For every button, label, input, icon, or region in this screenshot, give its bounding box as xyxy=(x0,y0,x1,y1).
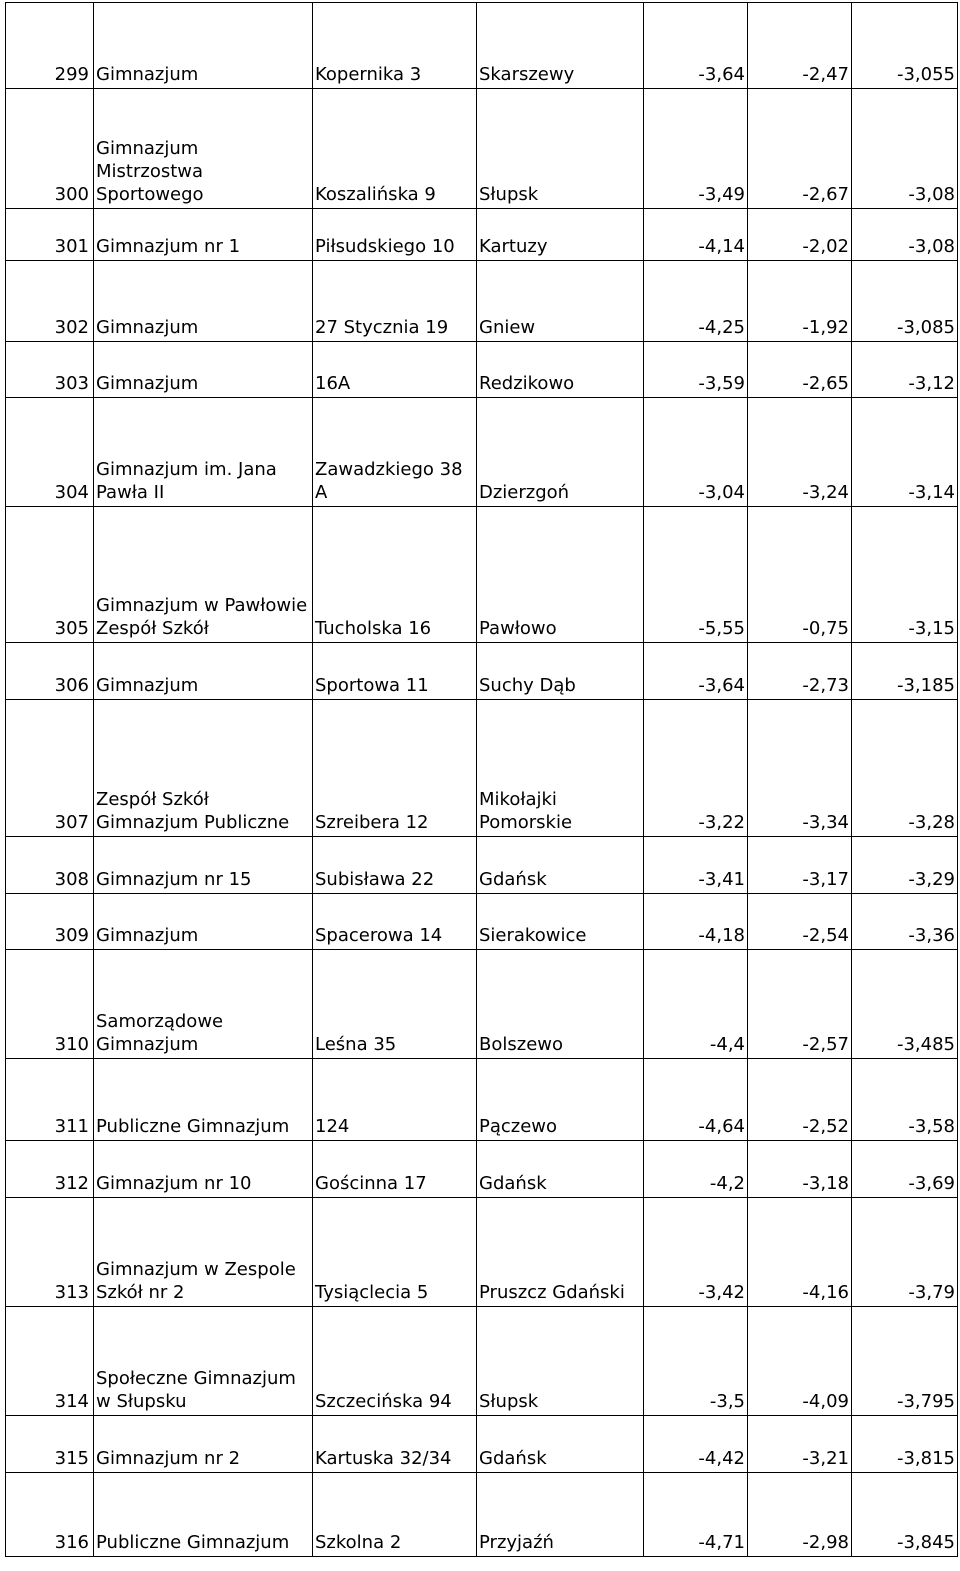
city-cell: Gdańsk xyxy=(477,837,644,894)
school-name-cell: Zespół Szkół Gimnazjum Publiczne xyxy=(94,700,313,837)
city-cell: Pruszcz Gdański xyxy=(477,1198,644,1307)
score-1-cell: -3,42 xyxy=(644,1198,748,1307)
score-1-cell: -3,04 xyxy=(644,398,748,507)
score-2-cell: -3,24 xyxy=(748,398,852,507)
score-average-cell: -3,12 xyxy=(852,342,958,398)
score-average-cell: -3,815 xyxy=(852,1416,958,1473)
score-average-cell: -3,69 xyxy=(852,1141,958,1198)
score-2-cell: -2,47 xyxy=(748,3,852,89)
score-average-cell: -3,485 xyxy=(852,950,958,1059)
city-cell: Skarszewy xyxy=(477,3,644,89)
city-cell: Sierakowice xyxy=(477,894,644,950)
school-results-table xyxy=(5,2,958,1557)
school-name-cell: Gimnazjum w Zespole Szkół nr 2 xyxy=(94,1198,313,1307)
street-address-cell: Kartuska 32/34 xyxy=(313,1416,477,1473)
city-cell: Mikołajki Pomorskie xyxy=(477,700,644,837)
score-1-cell: -3,64 xyxy=(644,3,748,89)
row-number-cell: 314 xyxy=(6,1307,94,1416)
row-number-cell: 302 xyxy=(6,261,94,342)
score-1-cell: -4,14 xyxy=(644,209,748,261)
score-1-cell: -5,55 xyxy=(644,507,748,643)
street-address-cell: Tucholska 16 xyxy=(313,507,477,643)
school-name-cell: Samorządowe Gimnazjum xyxy=(94,950,313,1059)
street-address-cell: Subisława 22 xyxy=(313,837,477,894)
city-cell: Gdańsk xyxy=(477,1416,644,1473)
street-address-cell: Sportowa 11 xyxy=(313,643,477,700)
row-number-cell: 311 xyxy=(6,1059,94,1141)
street-address-cell: Szreibera 12 xyxy=(313,700,477,837)
row-number-cell: 299 xyxy=(6,3,94,89)
row-number-cell: 307 xyxy=(6,700,94,837)
score-2-cell: -3,18 xyxy=(748,1141,852,1198)
score-2-cell: -2,57 xyxy=(748,950,852,1059)
score-average-cell: -3,28 xyxy=(852,700,958,837)
table-row xyxy=(6,643,958,700)
street-address-cell: 124 xyxy=(313,1059,477,1141)
table-row xyxy=(6,261,958,342)
score-average-cell: -3,79 xyxy=(852,1198,958,1307)
row-number-cell: 315 xyxy=(6,1416,94,1473)
score-average-cell: -3,08 xyxy=(852,209,958,261)
score-average-cell: -3,055 xyxy=(852,3,958,89)
city-cell: Gdańsk xyxy=(477,1141,644,1198)
school-name-cell: Gimnazjum nr 10 xyxy=(94,1141,313,1198)
score-2-cell: -2,02 xyxy=(748,209,852,261)
row-number-cell: 306 xyxy=(6,643,94,700)
score-2-cell: -0,75 xyxy=(748,507,852,643)
city-cell: Przyjaźń xyxy=(477,1473,644,1557)
school-name-cell: Gimnazjum im. Jana Pawła II xyxy=(94,398,313,507)
table-row xyxy=(6,89,958,209)
row-number-cell: 310 xyxy=(6,950,94,1059)
score-1-cell: -3,22 xyxy=(644,700,748,837)
row-number-cell: 309 xyxy=(6,894,94,950)
table-row xyxy=(6,1141,958,1198)
street-address-cell: Kopernika 3 xyxy=(313,3,477,89)
score-2-cell: -2,73 xyxy=(748,643,852,700)
city-cell: Suchy Dąb xyxy=(477,643,644,700)
score-1-cell: -4,25 xyxy=(644,261,748,342)
score-2-cell: -4,09 xyxy=(748,1307,852,1416)
street-address-cell: Leśna 35 xyxy=(313,950,477,1059)
table-row xyxy=(6,1059,958,1141)
street-address-cell: Spacerowa 14 xyxy=(313,894,477,950)
street-address-cell: Piłsudskiego 10 xyxy=(313,209,477,261)
table-row xyxy=(6,3,958,89)
city-cell: Słupsk xyxy=(477,89,644,209)
score-average-cell: -3,29 xyxy=(852,837,958,894)
score-average-cell: -3,36 xyxy=(852,894,958,950)
score-2-cell: -2,67 xyxy=(748,89,852,209)
score-2-cell: -2,65 xyxy=(748,342,852,398)
row-number-cell: 308 xyxy=(6,837,94,894)
row-number-cell: 316 xyxy=(6,1473,94,1557)
street-address-cell: 27 Stycznia 19 xyxy=(313,261,477,342)
row-number-cell: 312 xyxy=(6,1141,94,1198)
row-number-cell: 313 xyxy=(6,1198,94,1307)
school-name-cell: Gimnazjum xyxy=(94,643,313,700)
city-cell: Pączewo xyxy=(477,1059,644,1141)
score-1-cell: -3,41 xyxy=(644,837,748,894)
score-average-cell: -3,845 xyxy=(852,1473,958,1557)
table-row xyxy=(6,1307,958,1416)
table-row xyxy=(6,1198,958,1307)
table-row xyxy=(6,1473,958,1557)
score-average-cell: -3,15 xyxy=(852,507,958,643)
school-name-cell: Publiczne Gimnazjum xyxy=(94,1059,313,1141)
score-average-cell: -3,085 xyxy=(852,261,958,342)
row-number-cell: 303 xyxy=(6,342,94,398)
city-cell: Dzierzgoń xyxy=(477,398,644,507)
city-cell: Redzikowo xyxy=(477,342,644,398)
score-2-cell: -1,92 xyxy=(748,261,852,342)
table-row xyxy=(6,950,958,1059)
row-number-cell: 300 xyxy=(6,89,94,209)
city-cell: Słupsk xyxy=(477,1307,644,1416)
table-row xyxy=(6,398,958,507)
city-cell: Pawłowo xyxy=(477,507,644,643)
score-average-cell: -3,185 xyxy=(852,643,958,700)
score-1-cell: -4,4 xyxy=(644,950,748,1059)
score-average-cell: -3,14 xyxy=(852,398,958,507)
score-2-cell: -2,54 xyxy=(748,894,852,950)
school-name-cell: Gimnazjum Mistrzostwa Sportowego xyxy=(94,89,313,209)
score-1-cell: -4,2 xyxy=(644,1141,748,1198)
table-row xyxy=(6,342,958,398)
table-row xyxy=(6,837,958,894)
score-2-cell: -2,98 xyxy=(748,1473,852,1557)
score-average-cell: -3,58 xyxy=(852,1059,958,1141)
street-address-cell: Szkolna 2 xyxy=(313,1473,477,1557)
table-row xyxy=(6,1416,958,1473)
school-name-cell: Gimnazjum xyxy=(94,261,313,342)
table-row xyxy=(6,894,958,950)
score-1-cell: -4,18 xyxy=(644,894,748,950)
school-name-cell: Gimnazjum xyxy=(94,342,313,398)
school-name-cell: Publiczne Gimnazjum xyxy=(94,1473,313,1557)
score-1-cell: -4,71 xyxy=(644,1473,748,1557)
school-name-cell: Gimnazjum nr 15 xyxy=(94,837,313,894)
score-1-cell: -4,64 xyxy=(644,1059,748,1141)
row-number-cell: 305 xyxy=(6,507,94,643)
city-cell: Gniew xyxy=(477,261,644,342)
school-name-cell: Gimnazjum nr 1 xyxy=(94,209,313,261)
table-body xyxy=(6,3,958,1557)
score-1-cell: -3,5 xyxy=(644,1307,748,1416)
row-number-cell: 301 xyxy=(6,209,94,261)
city-cell: Kartuzy xyxy=(477,209,644,261)
row-number-cell: 304 xyxy=(6,398,94,507)
city-cell: Bolszewo xyxy=(477,950,644,1059)
table-row xyxy=(6,507,958,643)
school-name-cell: Gimnazjum xyxy=(94,894,313,950)
street-address-cell: 16A xyxy=(313,342,477,398)
table-row xyxy=(6,209,958,261)
street-address-cell: Koszalińska 9 xyxy=(313,89,477,209)
score-2-cell: -3,21 xyxy=(748,1416,852,1473)
street-address-cell: Tysiąclecia 5 xyxy=(313,1198,477,1307)
school-name-cell: Społeczne Gimnazjum w Słupsku xyxy=(94,1307,313,1416)
score-1-cell: -4,42 xyxy=(644,1416,748,1473)
score-average-cell: -3,08 xyxy=(852,89,958,209)
score-2-cell: -4,16 xyxy=(748,1198,852,1307)
score-1-cell: -3,64 xyxy=(644,643,748,700)
score-2-cell: -3,34 xyxy=(748,700,852,837)
table-row xyxy=(6,700,958,837)
school-name-cell: Gimnazjum nr 2 xyxy=(94,1416,313,1473)
score-average-cell: -3,795 xyxy=(852,1307,958,1416)
street-address-cell: Szczecińska 94 xyxy=(313,1307,477,1416)
score-1-cell: -3,59 xyxy=(644,342,748,398)
score-1-cell: -3,49 xyxy=(644,89,748,209)
street-address-cell: Zawadzkiego 38 A xyxy=(313,398,477,507)
school-name-cell: Gimnazjum w Pawłowie Zespół Szkół xyxy=(94,507,313,643)
score-2-cell: -3,17 xyxy=(748,837,852,894)
school-name-cell: Gimnazjum xyxy=(94,3,313,89)
score-2-cell: -2,52 xyxy=(748,1059,852,1141)
street-address-cell: Gościnna 17 xyxy=(313,1141,477,1198)
